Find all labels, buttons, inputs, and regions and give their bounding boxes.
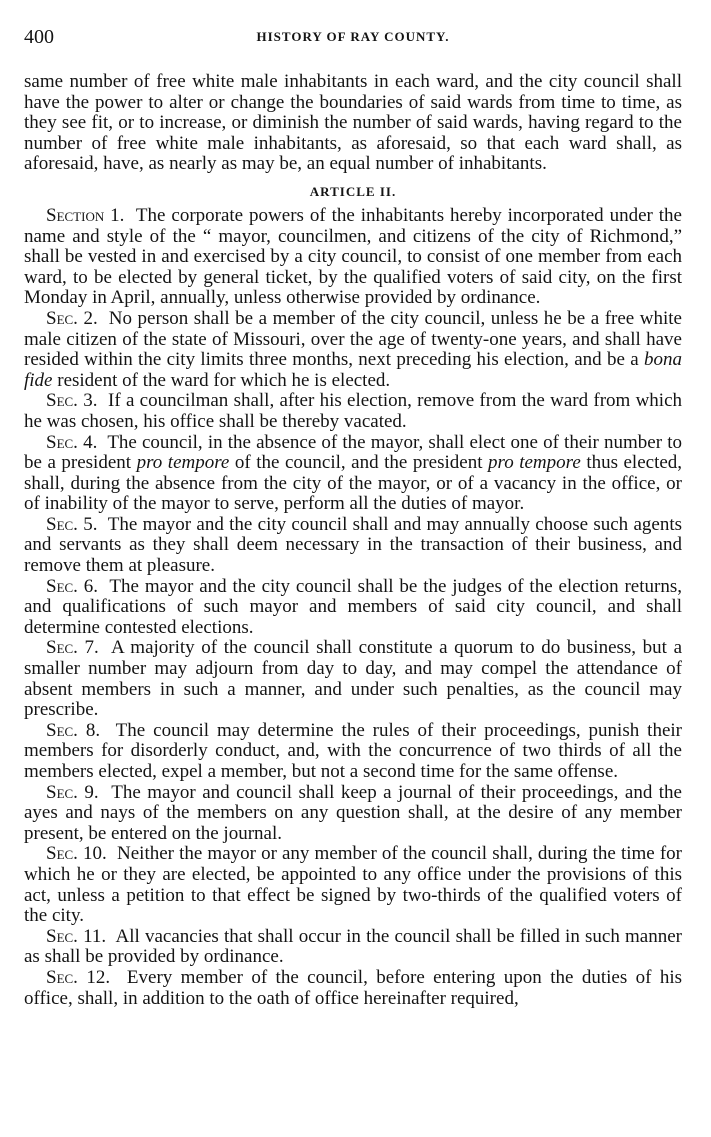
section-text: All vacancies that shall occur in the council shall be filled in such manner as shall be provided by ordinance. [24,925,683,968]
section-text: Neither the mayor or any member of the council shall, during the time for which he or they are elected, be appointed to any office under the provisions of this act, unless a petition to that effect be signed by two-thirds of the qualified voters of the city. [24,843,682,927]
section-text: A majority of the council shall constitute a quorum to do business, but a smaller number may adjourn from day to day, and may compel the attendance of absent members in such a manner, and under such penalties, as the council may prescribe. [24,637,683,721]
section-label: Sec. 10. [46,843,107,865]
section-text: Every member of the council, before entering upon the duties of his office, shall, in addition to the oath of office hereinafter required, [24,966,683,1009]
italic-phrase: bona fide [24,349,682,391]
section-3 [24,391,682,432]
page-number: 400 [24,26,54,48]
section-text: The council, in the absence of the mayor, shall elect one of their number to be a president [24,431,682,474]
section-10 [24,844,682,926]
section-7 [24,638,682,720]
running-title: HISTORY OF RAY COUNTY. [256,29,450,44]
italic-phrase: pro tempore [488,452,581,474]
section-label: Section 1. [46,204,125,226]
section-4 [24,433,682,515]
section-text: The corporate powers of the inhabitants hereby incorporated under the name and style of the “ mayor, councilmen, and citizens of the city of Richmond,” shall be vested in and exercised by a city council, to consist of one member from each ward, to be elected by general ticket, by the qualified voters of said city, on the first Monday in April, annually, unless otherwise provided by ordinance. [24,204,682,309]
section-9 [24,783,682,845]
intro-paragraph: same number of free white male inhabitants in each ward, and the city council shall have the power to alter or change the boundaries of said wards from time to time, as they see fit, or to increase, or diminish the number of said wards, having regard to the number of free white male inhabitants, as aforesaid, so that each ward shall, as aforesaid, have, as nearly as may be, an equal number of inhabitants. [24,71,682,175]
section-label: Sec. 11. [46,925,107,947]
section-text: The mayor and the city council shall be the judges of the election returns, and qualifications of such mayor and members of said city council, and shall determine contested elections. [24,575,682,638]
section-label: Sec. 3. [46,390,98,412]
section-6 [24,577,682,639]
section-text: resident of the ward for which he is elected. [57,369,391,391]
section-11 [24,927,682,968]
page-header [24,24,682,50]
section-text: The mayor and the city council shall and may annually choose such agents and servants as they shall deem necessary in the transaction of their business, and remove them at pleasure. [24,513,682,577]
section-1 [24,206,682,309]
section-label: Sec. 6. [46,575,99,597]
section-label: Sec. 8. [46,719,101,741]
section-label: Sec. 2. [46,307,98,329]
section-text: of the council, and the president [234,452,483,474]
book-page [24,24,682,1009]
section-label: Sec. 5. [46,513,98,535]
section-text: No person shall be a member of the city council, unless he be a free white male citizen of the state of Missouri, over the age of twenty-one years, and shall have resided within the city limits three months, next preceding his election, and be a [24,307,682,371]
section-label: Sec. 9. [46,781,99,803]
section-text: The council may determine the rules of their proceedings, punish their members for disorderly conduct, and, with the concurrence of two thirds of all the members elected, expel a member, but not a second time for the same offense. [24,719,682,782]
section-text: thus elected, shall, during the absence from the city of the mayor, or of a vacancy in the office, or of inability of the mayor to serve, perform all the duties of mayor. [24,452,683,515]
section-2 [24,309,682,391]
section-12 [24,968,682,1009]
section-label: Sec. 4. [46,431,98,453]
section-label: Sec. 12. [46,966,111,988]
section-5 [24,515,682,577]
section-8 [24,721,682,783]
italic-phrase: pro tempore [136,452,230,474]
article-heading: ARTICLE II. [309,183,397,199]
section-text: The mayor and council shall keep a journal of their proceedings, and the ayes and nays of the members on any question shall, at the desire of any member present, be entered on the journal. [24,781,682,844]
section-label: Sec. 7. [46,637,99,659]
section-text: If a councilman shall, after his election, remove from the ward from which he was chosen, his office shall be thereby vacated. [24,390,683,432]
